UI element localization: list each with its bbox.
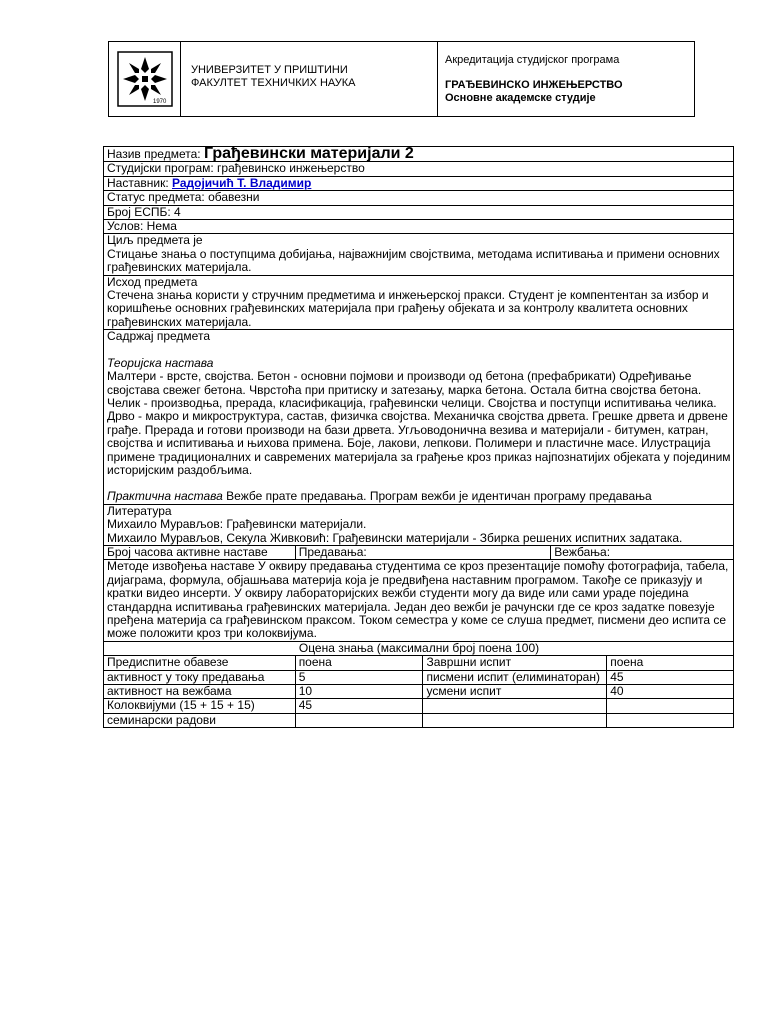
course-condition: Услов: Нема [104,220,734,234]
lectures-label: Предавања: [295,545,551,559]
grading-cell: 45 [295,699,423,713]
literature-cell [104,504,734,545]
grading-cell [295,713,423,727]
course-status: Статус предмета: обавезни [104,191,734,205]
grading-header: Предиспитне обавезе [104,656,296,670]
exercises-label: Вежбања: [551,545,734,559]
grading-cell: 5 [295,670,423,684]
grading-header: поена [295,656,423,670]
theory-label: Теоријска настава [107,355,214,370]
logo-cell [109,42,181,116]
faculty-name: ФАКУЛТЕТ ТЕХНИЧКИХ НАУКА [191,77,356,89]
grading-row [104,670,734,684]
practical-row [107,490,731,503]
grading-cell: 10 [295,685,423,699]
teacher-link[interactable]: Радојичић Т. Владимир [172,175,312,190]
grading-row [104,713,734,727]
outcome-label: Исход предмета [107,274,198,289]
grading-cell: семинарски радови [104,713,296,727]
grading-cell: активност у току предавања [104,670,296,684]
grading-cell: 45 [607,670,734,684]
grading-header-row [104,656,734,670]
practical-label: Практична настава [107,489,223,504]
outcome-cell [104,275,734,330]
grading-cell [607,699,734,713]
grading-cell: активност на вежбама [104,685,296,699]
teacher-row [104,176,734,190]
grading-cell [607,713,734,727]
grading-cell: 40 [607,685,734,699]
goal-text: Стицање знања о поступцима добијања, најважнијим својствима, методама испитивања и примени основних грађевинских материјала. [107,246,720,275]
course-name-row [104,147,734,162]
literature-item: Михаило Мурављов: Грађевински материјали. [107,517,367,532]
grading-cell: Колоквијуми (15 + 15 + 15) [104,699,296,713]
grading-cell [423,699,607,713]
practical-text: Вежбе прате предавања. Програм вежби је идентичан програму предавања [222,489,652,504]
institution-cell [180,42,438,116]
program-cell [438,42,694,116]
grading-row [104,685,734,699]
active-hours-label: Број часова активне наставе [104,545,296,559]
literature-item: Михаило Мурављов, Секула Живковић: Грађевински материјали - Збирка решених испитних задатака. [107,530,683,545]
study-program: Студијски програм: грађевинско инжењерство [104,162,734,176]
document-header [108,41,695,117]
grading-cell: писмени испит (елиминаторан) [423,670,607,684]
theory-text: Малтери - врсте, својства. Бетон - основни појмови и производи од бетона (префабрикати) Одређивање својстава свежег бетона. Чврстоћа при притиску и затезању, марка бетона. Остала битна својства бетона. Челик - производња, прерада, класификација, грађевински челици. Својства и поступци испитивања челика. Дрво - макро и микроструктура, састав, физичка својства. Механичка својства дрвета. Грешке дрвета и дрвене грађе. Прерада и готови производи на бази дрвета. Угљоводонична везива и материјали - битумен, катран, својства и испитивања и њихова примена. Боје, лакови, лепкови. Полимери и пластичне масе. Илустрација примене традиционалних и савремених материјала за грађење кроз приказ најпознатијих објеката у појединим историјским раздобљима. [107,369,731,477]
outcome-text: Стечена знања користи у стручним предметима и инжењерској пракси. Студент је компентентан за избор и коришћење основних грађевинских материјала при грађењу објеката и за контролу квалитета основних грађевинских материјала. [107,288,709,329]
grading-cell: усмени испит [423,685,607,699]
grading-row [104,699,734,713]
grading-header: поена [607,656,734,670]
course-name: Грађевински материјали 2 [203,145,414,162]
accreditation-label: Акредитација студијског програма [445,54,620,66]
hours-row [104,545,734,559]
teacher-label: Наставник: [107,175,172,190]
content-label: Садржај предмета [107,329,210,344]
grading-title: Оцена знања (максимални број поена 100) [104,641,734,655]
course-name-label: Назив предмета: [107,147,204,161]
goal-label: Циљ предмета је [107,233,203,248]
teaching-methods: Методе извођења наставе У оквиру предавања студентима се кроз презентације помоћу фотографија, табела, дијаграма, формула, објашњава материја која је предвиђена наставним програмом. Такође се приказују и кратки видео инсерти. У оквиру лабораторијских вежби студенти могу да виде или сами ураде поједина стандардна испитивања грађевинских материјала. Један део вежби је рачунски где се кроз задатке повезује пређена материја са грађевинском праксом. Током семестра у коме се слуша предмет, писмени део испита се може положити кроз три колоквијума. [104,560,734,641]
course-table [103,146,734,728]
logo-year: 1970 [153,99,167,105]
grading-header: Завршни испит [423,656,607,670]
program-title: ГРАЂЕВИНСКО ИНЖЕЊЕРСТВО [445,79,623,91]
content-cell [104,330,734,504]
grading-cell [423,713,607,727]
goal-cell [104,234,734,275]
university-logo-icon [117,51,173,107]
literature-label: Литература [107,503,172,518]
university-name: УНИВЕРЗИТЕТ У ПРИШТИНИ [191,64,348,76]
ects-credits: Број ЕСПБ: 4 [104,205,734,219]
program-subtitle: Основне академске студије [445,92,596,104]
